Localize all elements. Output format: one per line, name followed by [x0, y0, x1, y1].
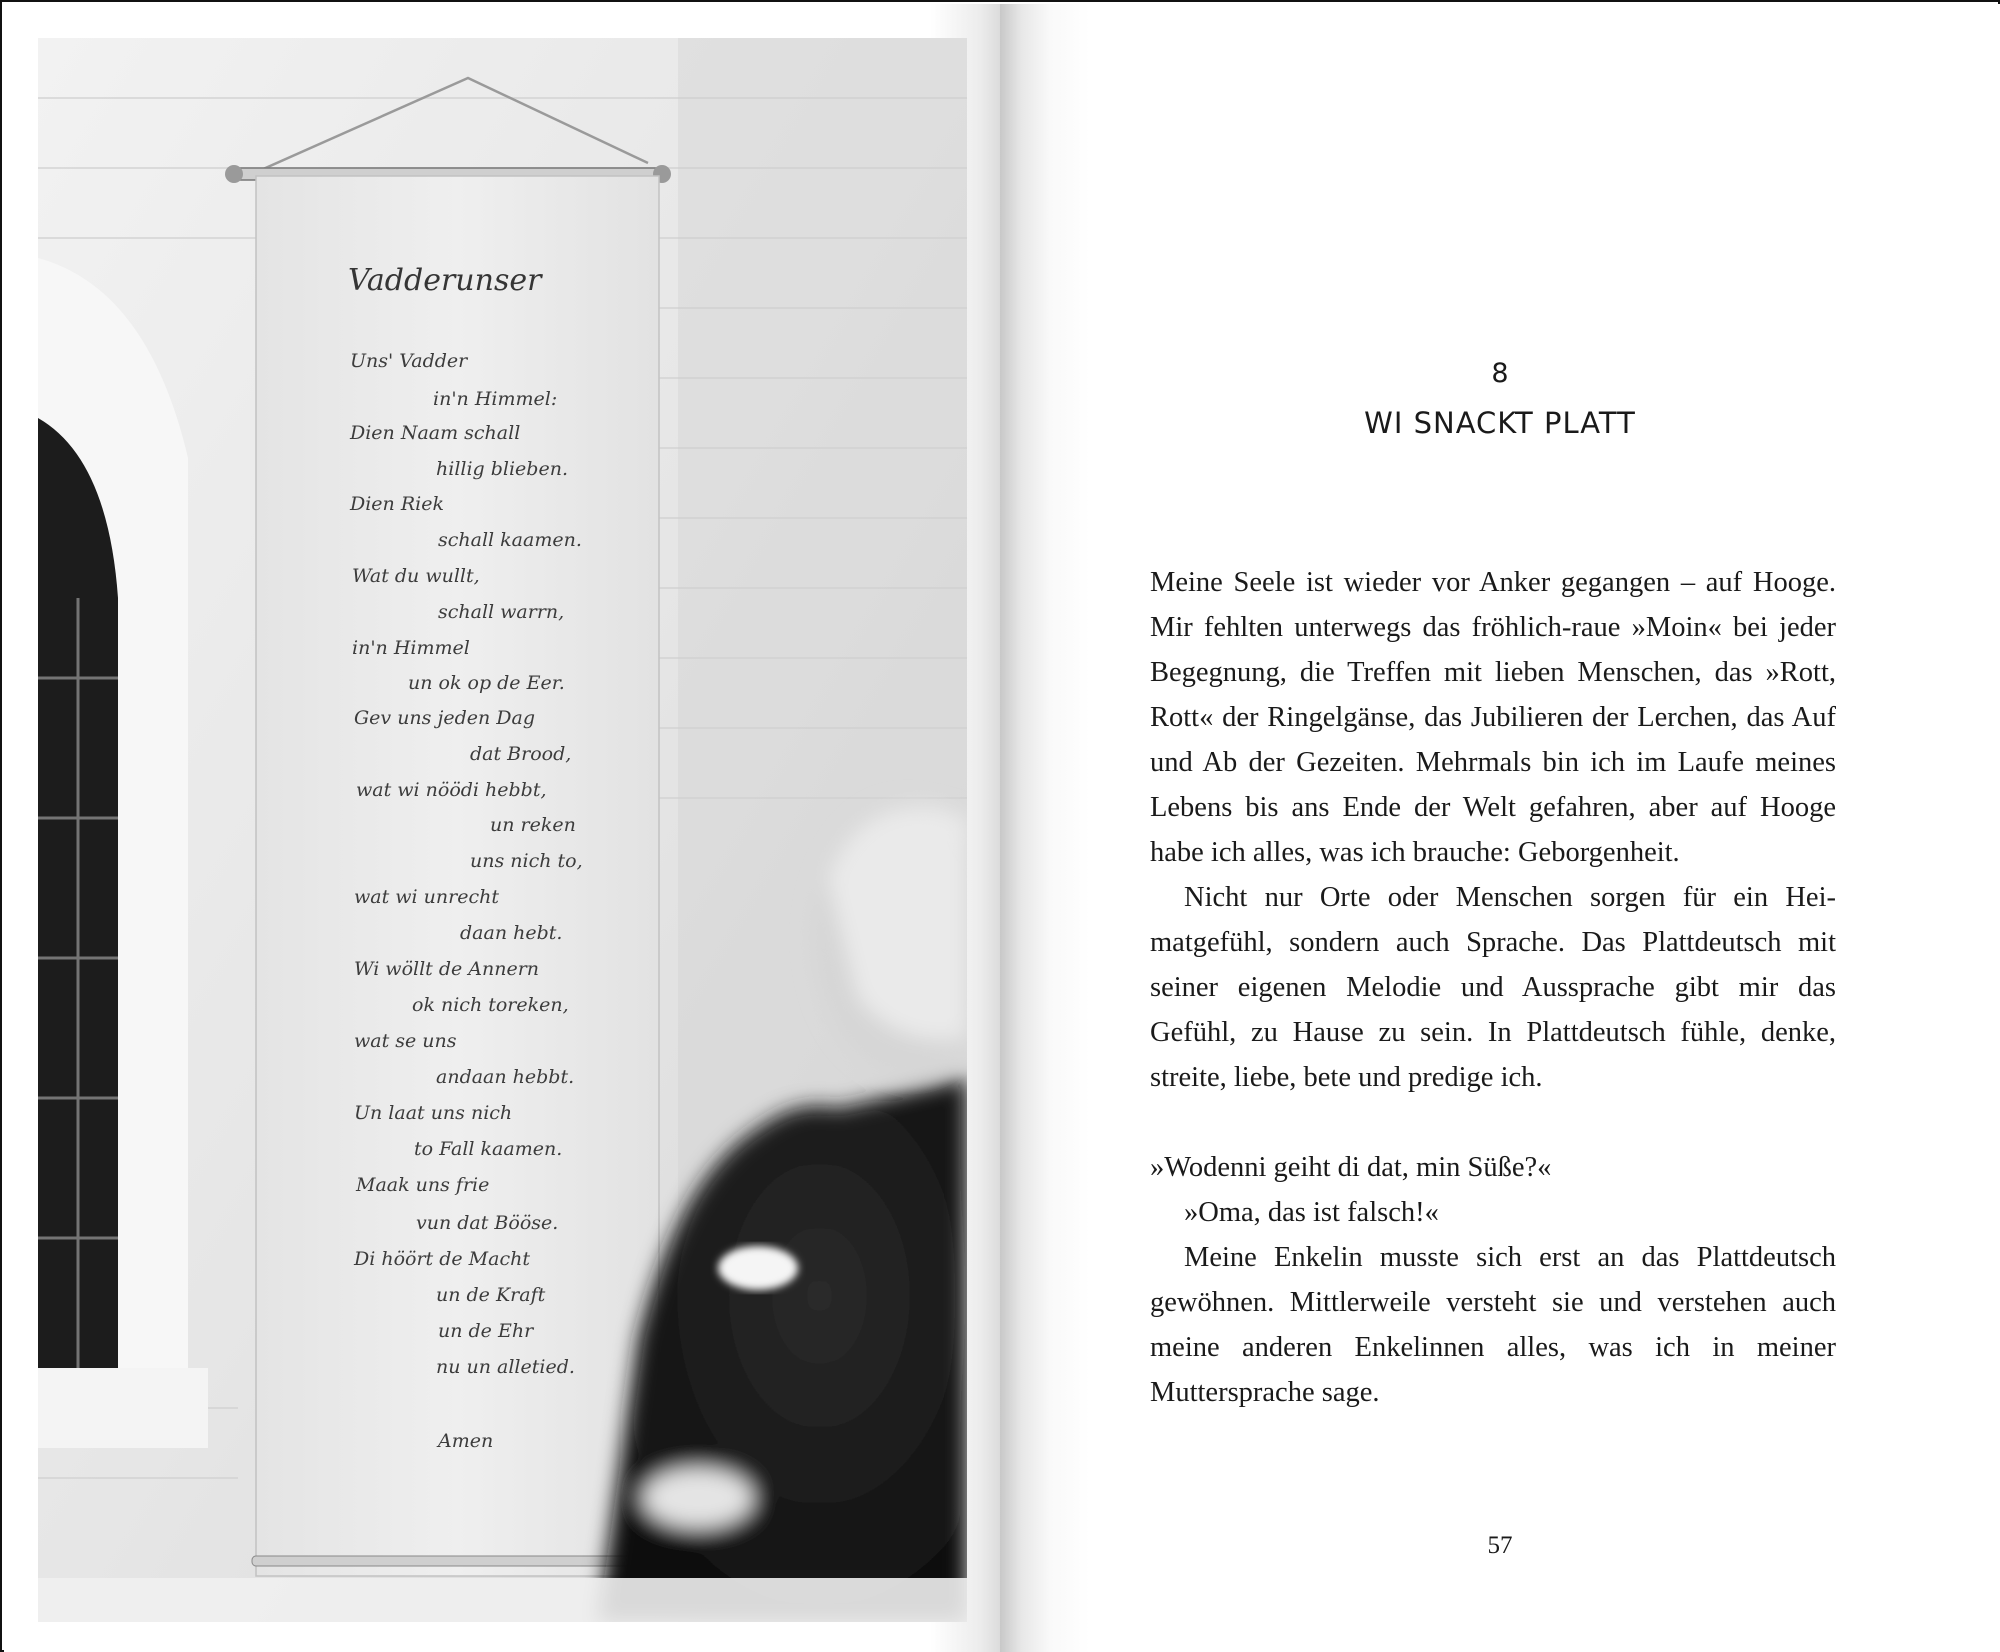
banner-line: wat se uns [354, 1030, 457, 1052]
banner-line: in'n Himmel [352, 637, 470, 659]
banner-text [38, 38, 967, 1622]
banner-line: un de Kraft [436, 1284, 546, 1306]
dialogue-line: »Oma, das ist falsch!« [1184, 1197, 1439, 1228]
page-number: 57 [1487, 1532, 1513, 1559]
banner-line: vun dat Bööse. [416, 1212, 559, 1234]
banner-line: ok nich toreken, [412, 994, 569, 1016]
banner-line: dat Brood, [470, 743, 572, 765]
banner-line: un ok op de Eer. [408, 672, 565, 694]
banner-line: in'n Himmel: [433, 388, 558, 410]
chapter-title: WI SNACKT PLATT [1364, 406, 1636, 440]
banner-line: Dien Riek [350, 493, 444, 515]
banner-line: nu un alletied. [436, 1356, 575, 1378]
paragraph: Meine Enkelin musste sich erst an das Plattdeutsch gewöhnen. Mittlerweile versteht sie und verstehen auch meine anderen Enkelinnen alles, was ich in meiner Muttersprache sage. [1150, 1242, 1836, 1408]
banner-line: daan hebt. [460, 922, 563, 944]
banner-line: un reken [490, 814, 576, 836]
right-page [1000, 4, 2000, 1652]
banner-line: Wat du wullt, [352, 565, 480, 587]
banner-line: Dien Naam schall [350, 422, 521, 444]
banner-line: hillig blieben. [436, 458, 568, 480]
banner-line: uns nich to, [470, 850, 583, 872]
section-break [1150, 1100, 1836, 1145]
banner-line: un de Ehr [438, 1320, 534, 1342]
banner-line: andaan hebbt. [436, 1066, 575, 1088]
banner-line: Wi wöllt de Annern [354, 958, 540, 980]
banner-line: Uns' Vadder [350, 350, 468, 372]
banner-line: Gev uns jeden Dag [354, 707, 536, 729]
paragraph: Meine Seele ist wieder vor Anker gegangen – auf Hooge. Mir fehlten unterwegs das fröhlich-raue »Moin« bei jeder Begegnung, die Treffen mit lieben Menschen, das »Rott, Rott« der Ringelgänse, das Jubilieren der Lerchen, das Auf und Ab der Gezeiten. Mehrmals bin ich im Laufe meines Lebens bis ans Ende der Welt gefahren, aber auf Hooge habe ich alles, was ich brauche: Geborgenheit. [1150, 567, 1836, 868]
banner-line: wat wi nöödi hebbt, [356, 779, 547, 801]
body-text [1150, 560, 1836, 1415]
banner-line: schall warrn, [438, 601, 565, 623]
banner-line: Un laat uns nich [354, 1102, 513, 1124]
chapter-number: 8 [1491, 358, 1509, 389]
left-page [4, 4, 1000, 1652]
banner-line: Maak uns frie [356, 1174, 490, 1196]
dialogue-line: »Wodenni geiht di dat, min Süße?« [1150, 1152, 1552, 1183]
banner-line: to Fall kaamen. [414, 1138, 563, 1160]
banner-line: Amen [438, 1430, 494, 1452]
banner-line: schall kaamen. [438, 529, 582, 551]
paragraph: Nicht nur Orte oder Menschen sorgen für ein Heimatgefühl, sondern auch Sprache. Das Plattdeutsch mit seiner eigenen Melodie und Aussprache gibt mir das Gefühl, zu Hause zu sein. In Plattdeutsch fühle, denke, streite, liebe, bete und predige ich. [1150, 882, 1836, 1093]
banner-line: Di höört de Macht [354, 1248, 530, 1270]
church-banner-photo [38, 38, 967, 1622]
banner-title: Vadderunser [348, 263, 542, 298]
banner-line: wat wi unrecht [354, 886, 499, 908]
